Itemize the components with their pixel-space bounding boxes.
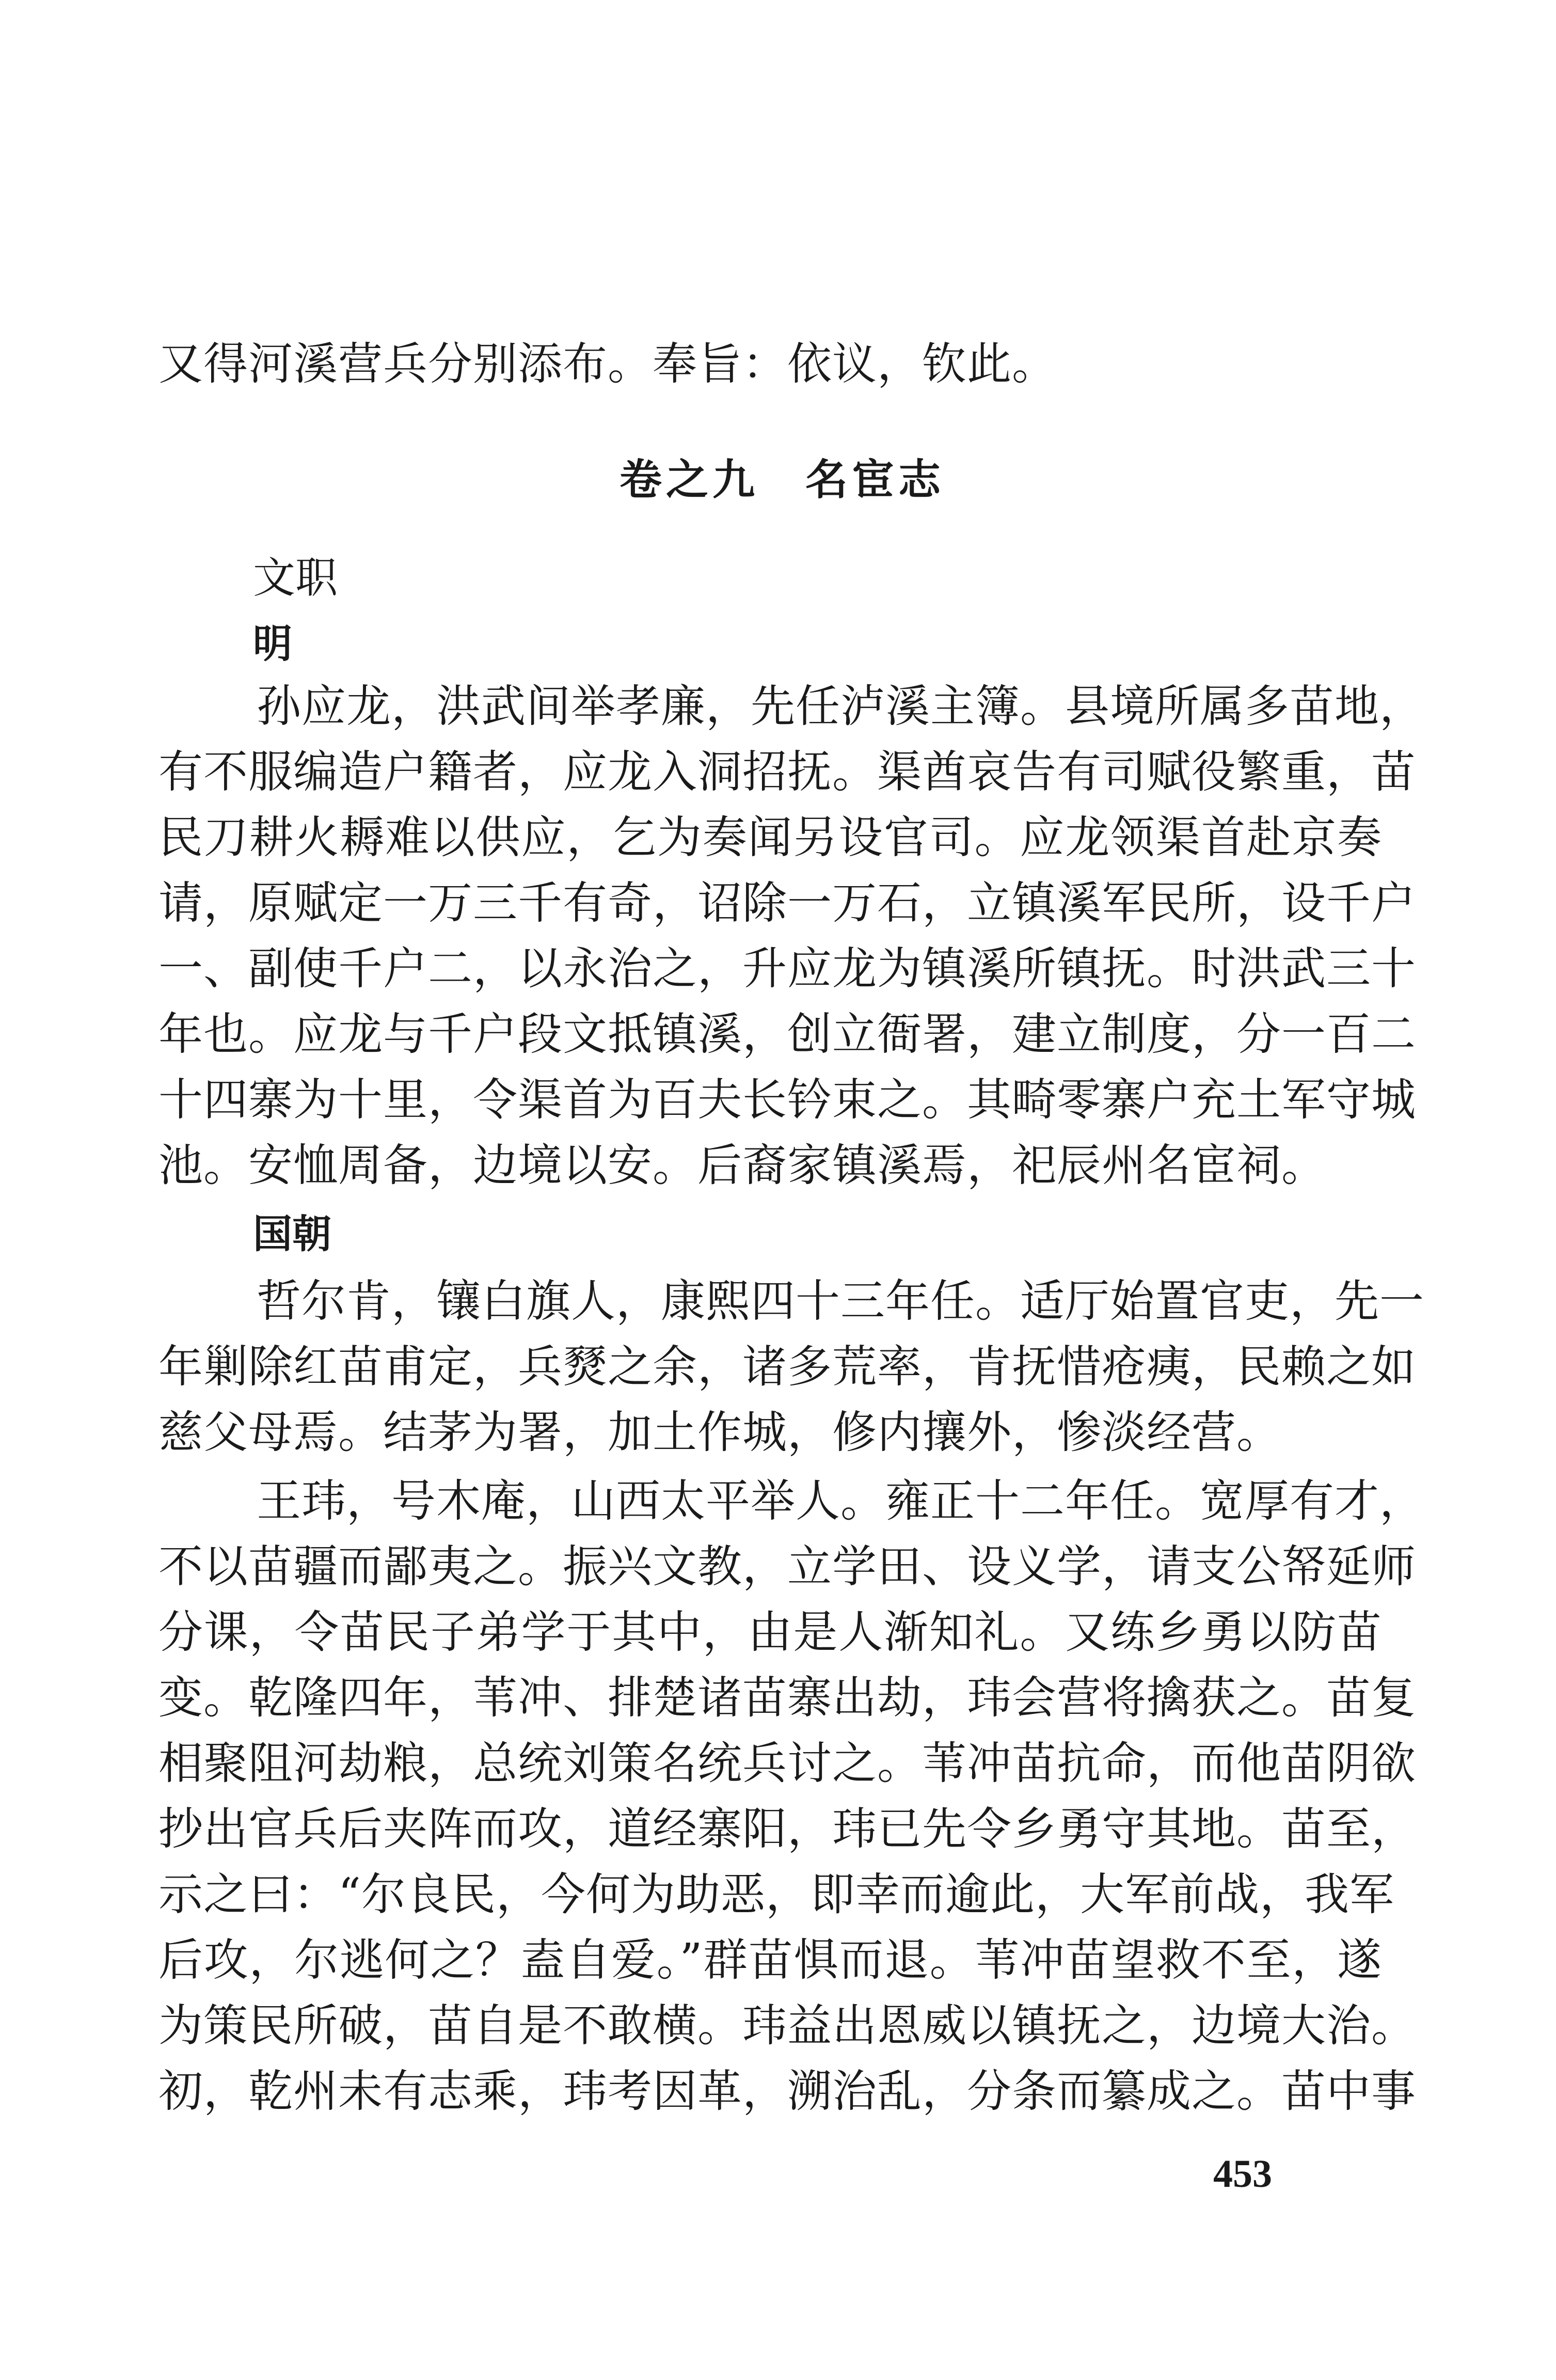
chapter-title bbox=[620, 452, 945, 509]
paragraph-line: 为策民所破，苗自是不敢横。玮益出恩威以镇抚之，边境大治。 bbox=[158, 2000, 1416, 2052]
paragraph-line: 变。乾隆四年，苇冲、排楚诸苗寨出劫，玮会营将擒获之。苗复 bbox=[158, 1672, 1416, 1724]
paragraph-line: 示之曰：“尔良民，今何为助恶，即幸而逾此，大军前战，我军 bbox=[158, 1869, 1394, 1920]
paragraph-line: 请，原赋定一万三千有奇，诏除一万石，立镇溪军民所，设千户 bbox=[158, 877, 1416, 929]
paragraph-line: 有不服编造户籍者，应龙入洞招抚。渠酋哀告有司赋役繁重，苗 bbox=[158, 746, 1416, 798]
paragraph-line: 年也。应龙与千户段文抵镇溪，创立衙署，建立制度，分一百二 bbox=[158, 1008, 1416, 1060]
paragraph-line: 相聚阻河劫粮，总统刘策名统兵讨之。苇冲苗抗命，而他苗阴欲 bbox=[158, 1738, 1416, 1789]
paragraph-line: 王玮，号木庵，山西太平举人。雍正十二年任。宽厚有才， bbox=[257, 1475, 1424, 1527]
chapter-number: 卷之九 bbox=[620, 455, 759, 505]
paragraph-line: 十四寨为十里，令渠首为百夫长钤束之。其畸零寨户充土军守城 bbox=[158, 1074, 1416, 1126]
page-number: 453 bbox=[1213, 2152, 1272, 2196]
paragraph-line: 孙应龙，洪武间举孝廉，先任泸溪主簿。县境所属多苗地， bbox=[257, 681, 1424, 732]
chapter-name: 名宦志 bbox=[805, 455, 945, 505]
dynasty-heading-guochao: 国朝 bbox=[253, 1211, 331, 1257]
paragraph-line: 不以苗疆而鄙夷之。振兴文教，立学田、设义学，请支公帑延师 bbox=[158, 1541, 1416, 1593]
paragraph-line: 哲尔肯，镶白旗人，康熙四十三年任。适厅始置官吏，先一 bbox=[257, 1275, 1424, 1327]
paragraph-line: 分课，令苗民子弟学于其中，由是人渐知礼。又练乡勇以防苗 bbox=[158, 1606, 1382, 1658]
paragraph-line: 抄出官兵后夹阵而攻，道经寨阳，玮已先令乡勇守其地。苗至， bbox=[158, 1803, 1416, 1855]
dynasty-heading-ming: 明 bbox=[253, 621, 292, 667]
paragraph-line: 年剿除红苗甫定，兵燹之余，诸多荒率，肯抚惜疮痍，民赖之如 bbox=[158, 1341, 1416, 1393]
continuation-line: 又得河溪营兵分别添布。奉旨：依议，钦此。 bbox=[158, 338, 1057, 390]
paragraph-line: 一、副使千户二，以永治之，升应龙为镇溪所镇抚。时洪武三十 bbox=[158, 943, 1416, 995]
paragraph-line-last: 慈父母焉。结茅为署，加土作城，修内攘外，惨淡经营。 bbox=[158, 1407, 1281, 1458]
paragraph-line: 初，乾州未有志乘，玮考因革，溯治乱，分条而纂成之。苗中事 bbox=[158, 2066, 1416, 2117]
paragraph-line: 民刀耕火耨难以供应，乞为奏闻另设官司。应龙领渠首赴京奏 bbox=[158, 812, 1382, 863]
paragraph-line-last: 池。安恤周备，边境以安。后裔家镇溪焉，祀辰州名宦祠。 bbox=[158, 1140, 1326, 1191]
section-heading: 文职 bbox=[253, 554, 338, 603]
paragraph-line: 后攻，尔逃何之？盍自爱。”群苗惧而退。苇冲苗望救不至，遂 bbox=[158, 1934, 1382, 1986]
